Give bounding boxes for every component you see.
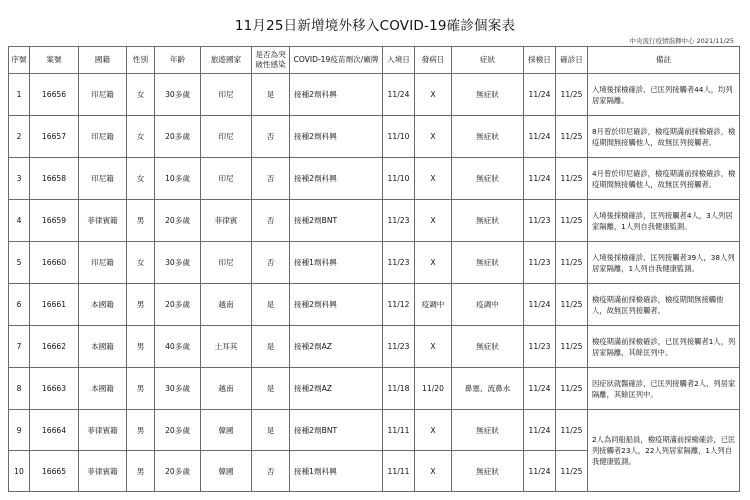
travel-country-cell: 越南 xyxy=(201,284,252,326)
sample-date-cell: 11/23 xyxy=(524,326,556,368)
confirm-date-cell: 11/25 xyxy=(556,410,588,451)
note-cell: 4月曾於印尼確診，檢疫期滿前採檢確診，檢疫期間無接觸他人，故無匡列接觸者。 xyxy=(588,158,740,200)
confirm-date-cell: 11/25 xyxy=(556,242,588,284)
age-cell: 10多歲 xyxy=(155,158,201,200)
nationality-cell: 本國籍 xyxy=(79,368,127,410)
sample-date-cell: 11/24 xyxy=(524,74,556,116)
breakthrough-cell: 是 xyxy=(252,284,290,326)
note-cell: 入境後採檢確診，匡列接觸者4人，3人列居家隔離，1人列自我健康監測。 xyxy=(588,200,740,242)
sample-date-cell: 11/24 xyxy=(524,284,556,326)
travel-country-cell: 印尼 xyxy=(201,158,252,200)
onset-date-cell: X xyxy=(415,74,452,116)
note-cell: 入境後採檢確診，匡列接觸者39人，38人列居家隔離，1人列自我健康監測。 xyxy=(588,242,740,284)
header-cell: 案號 xyxy=(30,47,79,74)
travel-country-cell: 土耳其 xyxy=(201,326,252,368)
table-row xyxy=(9,116,740,158)
sample-date-cell: 11/24 xyxy=(524,451,556,492)
confirm-date-cell: 11/25 xyxy=(556,158,588,200)
onset-date-cell: 11/20 xyxy=(415,368,452,410)
serial-cell: 5 xyxy=(9,242,30,284)
table-row xyxy=(9,200,740,242)
symptom-cell: 無症狀 xyxy=(452,242,524,284)
table-row xyxy=(9,242,740,284)
header-cell: COVID-19疫苗劑次/廠牌 xyxy=(290,47,383,74)
sex-cell: 男 xyxy=(127,451,155,492)
symptom-cell: 無症狀 xyxy=(452,74,524,116)
header-cell: 採檢日 xyxy=(524,47,556,74)
onset-date-cell: X xyxy=(415,116,452,158)
serial-cell: 3 xyxy=(9,158,30,200)
table-row xyxy=(9,284,740,326)
sex-cell: 女 xyxy=(127,158,155,200)
age-cell: 20多歲 xyxy=(155,451,201,492)
symptom-cell: 無症狀 xyxy=(452,200,524,242)
note-cell: 因症狀就醫確診，已匡列接觸者2人，列居家隔離，其餘匡列中。 xyxy=(588,368,740,410)
sex-cell: 女 xyxy=(127,116,155,158)
header-cell: 是否為突破性感染 xyxy=(252,47,290,74)
header-cell: 序號 xyxy=(9,47,30,74)
breakthrough-cell: 否 xyxy=(252,158,290,200)
header-cell: 備註 xyxy=(588,47,740,74)
entry-date-cell: 11/23 xyxy=(383,326,415,368)
onset-date-cell: X xyxy=(415,451,452,492)
travel-country-cell: 越南 xyxy=(201,368,252,410)
confirm-date-cell: 11/25 xyxy=(556,368,588,410)
nationality-cell: 本國籍 xyxy=(79,284,127,326)
case-id-cell: 16660 xyxy=(30,242,79,284)
case-id-cell: 16661 xyxy=(30,284,79,326)
travel-country-cell: 韓國 xyxy=(201,451,252,492)
age-cell: 20多歲 xyxy=(155,200,201,242)
symptom-cell: 無症狀 xyxy=(452,451,524,492)
table-row xyxy=(9,158,740,200)
table-row xyxy=(9,74,740,116)
nationality-cell: 本國籍 xyxy=(79,326,127,368)
travel-country-cell: 韓國 xyxy=(201,410,252,451)
age-cell: 20多歲 xyxy=(155,410,201,451)
breakthrough-cell: 是 xyxy=(252,326,290,368)
nationality-cell: 印尼籍 xyxy=(79,158,127,200)
vaccine-cell: 接種2劑BNT xyxy=(290,200,383,242)
entry-date-cell: 11/10 xyxy=(383,158,415,200)
sample-date-cell: 11/23 xyxy=(524,200,556,242)
sample-date-cell: 11/24 xyxy=(524,368,556,410)
nationality-cell: 印尼籍 xyxy=(79,74,127,116)
serial-cell: 10 xyxy=(9,451,30,492)
table-row xyxy=(9,410,740,451)
confirm-date-cell: 11/25 xyxy=(556,116,588,158)
symptom-cell: 疫調中 xyxy=(452,284,524,326)
sex-cell: 女 xyxy=(127,74,155,116)
confirm-date-cell: 11/25 xyxy=(556,284,588,326)
header-cell: 發病日 xyxy=(415,47,452,74)
nationality-cell: 菲律賓籍 xyxy=(79,451,127,492)
age-cell: 20多歲 xyxy=(155,284,201,326)
breakthrough-cell: 否 xyxy=(252,200,290,242)
case-id-cell: 16663 xyxy=(30,368,79,410)
vaccine-cell: 接種2劑AZ xyxy=(290,368,383,410)
nationality-cell: 菲律賓籍 xyxy=(79,410,127,451)
sample-date-cell: 11/24 xyxy=(524,410,556,451)
serial-cell: 9 xyxy=(9,410,30,451)
nationality-cell: 菲律賓籍 xyxy=(79,200,127,242)
sex-cell: 男 xyxy=(127,410,155,451)
vaccine-cell: 接種1劑科興 xyxy=(290,242,383,284)
serial-cell: 8 xyxy=(9,368,30,410)
vaccine-cell: 接種1劑科興 xyxy=(290,451,383,492)
travel-country-cell: 菲律賓 xyxy=(201,200,252,242)
sex-cell: 男 xyxy=(127,200,155,242)
note-cell: 檢疫期滿前採檢確診，已匡列接觸者1人，列居家隔離，其餘匡列中。 xyxy=(588,326,740,368)
onset-date-cell: X xyxy=(415,326,452,368)
travel-country-cell: 印尼 xyxy=(201,242,252,284)
vaccine-cell: 接種2劑科興 xyxy=(290,158,383,200)
travel-country-cell: 印尼 xyxy=(201,74,252,116)
note-cell: 2人為同船船員，檢疫期滿前採檢確診，已匡列接觸者23人，22人列居家隔離，1人列自我健康監測。 xyxy=(588,410,740,492)
serial-cell: 4 xyxy=(9,200,30,242)
entry-date-cell: 11/18 xyxy=(383,368,415,410)
confirm-date-cell: 11/25 xyxy=(556,451,588,492)
serial-cell: 7 xyxy=(9,326,30,368)
symptom-cell: 無症狀 xyxy=(452,410,524,451)
sample-date-cell: 11/24 xyxy=(524,158,556,200)
onset-date-cell: X xyxy=(415,158,452,200)
sample-date-cell: 11/24 xyxy=(524,116,556,158)
serial-cell: 2 xyxy=(9,116,30,158)
age-cell: 30多歲 xyxy=(155,74,201,116)
onset-date-cell: X xyxy=(415,242,452,284)
case-id-cell: 16657 xyxy=(30,116,79,158)
symptom-cell: 無症狀 xyxy=(452,158,524,200)
case-id-cell: 16662 xyxy=(30,326,79,368)
serial-cell: 6 xyxy=(9,284,30,326)
header-cell: 性別 xyxy=(127,47,155,74)
header-cell: 國籍 xyxy=(79,47,127,74)
note-cell: 8月曾於印尼確診，檢疫期滿前採檢確診，檢疫期間無接觸他人，故無匡列接觸者。 xyxy=(588,116,740,158)
note-cell: 檢疫期滿前採檢確診，檢疫期間無接觸他人，故無匡列接觸者。 xyxy=(588,284,740,326)
case-id-cell: 16659 xyxy=(30,200,79,242)
entry-date-cell: 11/12 xyxy=(383,284,415,326)
symptom-cell: 無症狀 xyxy=(452,116,524,158)
entry-date-cell: 11/24 xyxy=(383,74,415,116)
header-row xyxy=(9,47,740,74)
vaccine-cell: 接種2劑科興 xyxy=(290,116,383,158)
entry-date-cell: 11/11 xyxy=(383,451,415,492)
header-cell: 症狀 xyxy=(452,47,524,74)
case-id-cell: 16656 xyxy=(30,74,79,116)
vaccine-cell: 接種2劑AZ xyxy=(290,326,383,368)
breakthrough-cell: 是 xyxy=(252,410,290,451)
table-row xyxy=(9,326,740,368)
entry-date-cell: 11/10 xyxy=(383,116,415,158)
confirm-date-cell: 11/25 xyxy=(556,326,588,368)
table-body xyxy=(9,74,740,492)
table-row xyxy=(9,368,740,410)
vaccine-cell: 接種2劑科興 xyxy=(290,74,383,116)
travel-country-cell: 印尼 xyxy=(201,116,252,158)
sex-cell: 男 xyxy=(127,284,155,326)
symptom-cell: 鼻塞、流鼻水 xyxy=(452,368,524,410)
age-cell: 40多歲 xyxy=(155,326,201,368)
source-line: 中央流行疫情指揮中心 2021/11/25 xyxy=(629,37,734,45)
header-cell: 入境日 xyxy=(383,47,415,74)
case-id-cell: 16664 xyxy=(30,410,79,451)
breakthrough-cell: 否 xyxy=(252,242,290,284)
breakthrough-cell: 是 xyxy=(252,368,290,410)
onset-date-cell: 疫調中 xyxy=(415,284,452,326)
confirm-date-cell: 11/25 xyxy=(556,74,588,116)
breakthrough-cell: 是 xyxy=(252,74,290,116)
entry-date-cell: 11/23 xyxy=(383,200,415,242)
page-title: 11月25日新增境外移入COVID-19確診個案表 xyxy=(234,18,516,34)
case-id-cell: 16658 xyxy=(30,158,79,200)
sex-cell: 女 xyxy=(127,242,155,284)
age-cell: 20多歲 xyxy=(155,116,201,158)
header-cell: 年齡 xyxy=(155,47,201,74)
sex-cell: 男 xyxy=(127,326,155,368)
breakthrough-cell: 否 xyxy=(252,451,290,492)
onset-date-cell: X xyxy=(415,200,452,242)
onset-date-cell: X xyxy=(415,410,452,451)
vaccine-cell: 接種2劑BNT xyxy=(290,410,383,451)
entry-date-cell: 11/11 xyxy=(383,410,415,451)
symptom-cell: 無症狀 xyxy=(452,326,524,368)
sex-cell: 男 xyxy=(127,368,155,410)
header-cell: 旅遊國家 xyxy=(201,47,252,74)
serial-cell: 1 xyxy=(9,74,30,116)
breakthrough-cell: 否 xyxy=(252,116,290,158)
case-table xyxy=(8,46,740,492)
header-cell: 確診日 xyxy=(556,47,588,74)
note-cell: 入境後採檢確診，已匡列接觸者44人，均列居家隔離。 xyxy=(588,74,740,116)
age-cell: 30多歲 xyxy=(155,242,201,284)
vaccine-cell: 接種2劑科興 xyxy=(290,284,383,326)
sample-date-cell: 11/23 xyxy=(524,242,556,284)
nationality-cell: 印尼籍 xyxy=(79,242,127,284)
age-cell: 30多歲 xyxy=(155,368,201,410)
nationality-cell: 印尼籍 xyxy=(79,116,127,158)
entry-date-cell: 11/23 xyxy=(383,242,415,284)
confirm-date-cell: 11/25 xyxy=(556,200,588,242)
case-id-cell: 16665 xyxy=(30,451,79,492)
